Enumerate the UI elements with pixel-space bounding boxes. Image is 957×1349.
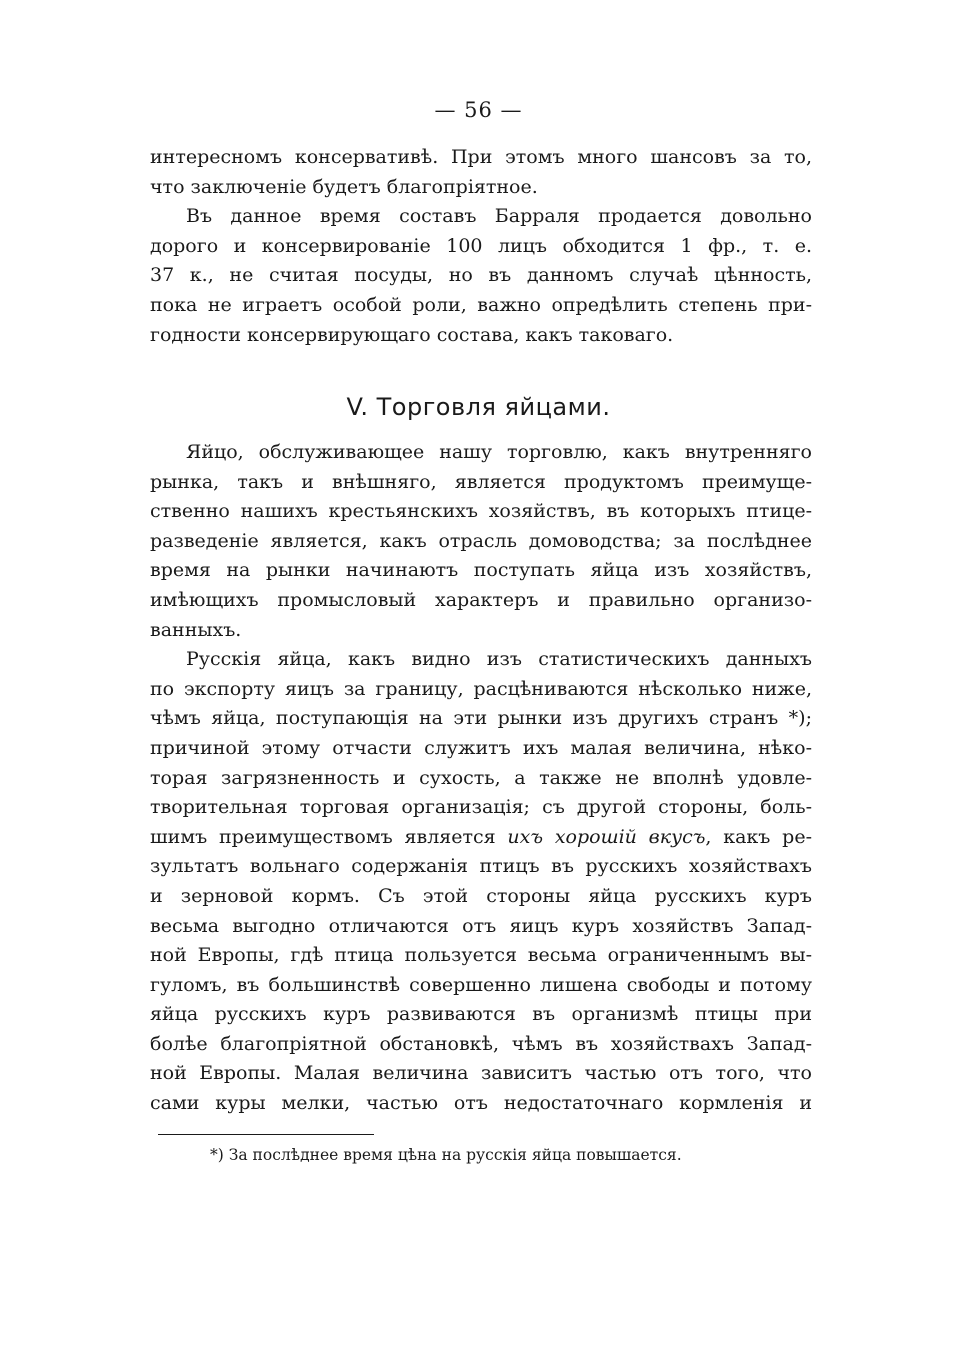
section-body	[150, 438, 812, 1119]
text-line: ственно нашихъ крестьянскихъ хозяйствъ, въ которыхъ птице-	[150, 500, 812, 523]
text-segment: шимъ преимуществомъ является	[150, 825, 508, 848]
text-line: весьма выгодно отличаются отъ яицъ куръ хозяйствъ Запад-	[150, 914, 812, 937]
text-line: годности консервирующаго состава, какъ таковаго.	[150, 323, 674, 346]
text-line: ной Европы. Малая величина зависитъ частью отъ того, что	[150, 1062, 812, 1085]
text-line: гуломъ, въ большинствѣ совершенно лишена свободы и потому	[150, 973, 812, 996]
text-line: торая загрязненность и сухость, а также не вполнѣ удовле-	[150, 766, 812, 789]
text-line: имѣющихъ промысловый характеръ и правильно организо-	[150, 588, 812, 611]
text-line: рынка, такъ и внѣшняго, является продуктомъ преимуще-	[150, 470, 812, 493]
text-line: интересномъ консервативѣ. При этомъ много шансовъ за то,	[150, 146, 812, 168]
text-line: и зерновой кормъ. Съ этой стороны яйца русскихъ куръ	[150, 884, 812, 907]
text-line: пока не играетъ особой роли, важно опредѣлить степень при-	[150, 293, 812, 316]
text-line: болѣе благопріятной обстановкѣ, чѣмъ въ хозяйствахъ Запад-	[150, 1032, 812, 1055]
text-line: по экспорту яицъ за границу, расцѣниваются нѣсколько ниже,	[150, 677, 812, 700]
italic-phrase: ихъ хорошій вкусъ	[507, 825, 706, 848]
page-number: — 56 —	[434, 98, 523, 122]
text-line: яйца русскихъ куръ развиваются въ организмѣ птицы при	[150, 1003, 812, 1026]
text-line: что заключеніе будетъ благопріятное.	[150, 175, 538, 198]
top-text	[150, 143, 812, 350]
text-line: ной Европы, гдѣ птица пользуется весьма ограниченнымъ вы-	[150, 944, 812, 967]
text-line: причиной этому отчасти служитъ ихъ малая величина, нѣко-	[150, 736, 812, 759]
text-line: Яйцо, обслуживающее нашу торговлю, какъ внутренняго	[186, 441, 812, 463]
section-heading: V. Торговля яйцами.	[346, 393, 611, 421]
text-line: сами куры мелки, частью отъ недостаточнаго кормленія и	[150, 1092, 812, 1115]
text-segment: , какъ ре-	[705, 825, 812, 848]
footnote: *) За послѣднее время цѣна на русскія яйца повышается.	[210, 1146, 682, 1164]
text-line: дорого и консервированіе 100 лицъ обходится 1 фр., т. е.	[150, 234, 812, 257]
text-line: 37 к., не считая посуды, но въ данномъ случаѣ цѣнность,	[150, 264, 812, 287]
text-line: чѣмъ яйца, поступающія на эти рынки изъ другихъ странъ *);	[150, 707, 812, 730]
text-line: Русскія яйца, какъ видно изъ статистическихъ данныхъ	[186, 648, 812, 671]
footnote-divider	[158, 1134, 374, 1135]
text-line: Въ данное время составъ Барраля продается довольно	[186, 205, 812, 228]
text-line: время на рынки начинаютъ поступать яйца изъ хозяйствъ,	[150, 559, 812, 582]
text-line: ванныхъ.	[150, 618, 242, 641]
text-line-with-italic	[150, 823, 812, 853]
text-line: творительная торговая организація; съ другой стороны, боль-	[150, 796, 812, 819]
text-line: зультатъ вольнаго содержанія птицъ въ русскихъ хозяйствахъ	[150, 855, 812, 878]
text-line: разведеніе является, какъ отрасль домоводства; за послѣднее	[150, 529, 812, 552]
